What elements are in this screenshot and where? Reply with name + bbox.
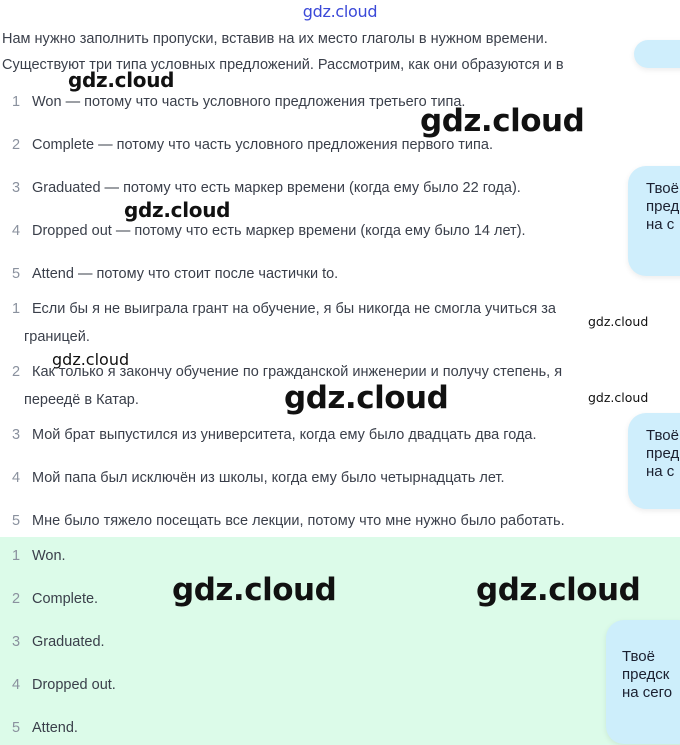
item-text: Won. [32,548,66,564]
watermark: gdz.cloud [420,103,585,139]
item-text: Graduated — потому что есть маркер времени (когда ему было 22 года). [32,180,521,196]
item-text: Complete. [32,591,99,607]
item-number: 1 [12,548,21,564]
item-text: Won — потому что часть условного предложения третьего типа. [32,94,466,110]
promo-card-text: Твоё [646,427,679,444]
item-number: 4 [12,677,21,693]
list-item [12,542,66,570]
item-number: 4 [12,223,21,239]
watermark: gdz.cloud [124,198,231,222]
item-number: 3 [12,180,21,196]
promo-card-text: на сего [622,684,673,701]
item-text: Мой папа был исключён из школы, когда ему было четырнадцать лет. [32,470,505,486]
intro-line-1: Нам нужно заполнить пропуски, вставив на их место глаголы в нужном времени. [2,31,548,47]
item-number: 2 [12,364,21,380]
item-text: Если бы я не выиграла грант на обучение, я бы никогда не смогла учиться за [32,301,556,317]
promo-card[interactable] [606,620,680,744]
item-number: 4 [12,470,21,486]
item-number: 5 [12,720,21,736]
item-number: 3 [12,427,21,443]
promo-card-text: Твоё [646,180,679,197]
item-continuation: границей. [24,329,90,345]
list-item [12,421,537,449]
promo-card-text: на с [646,216,675,233]
item-number: 3 [12,634,21,650]
list-item [12,88,465,116]
promo-card-text: Твоё [622,648,655,665]
item-text: Dropped out. [32,677,116,693]
list-item [12,464,505,492]
item-text: Graduated. [32,634,105,650]
promo-card[interactable] [628,413,680,509]
item-text: Complete — потому что часть условного предложения первого типа. [32,137,493,153]
watermark: gdz.cloud [476,572,641,608]
watermark: gdz.cloud [68,68,175,92]
promo-card-text: предск [622,666,670,683]
item-text: Attend. [32,720,78,736]
list-item [12,295,556,323]
watermark: gdz.cloud [588,390,649,405]
item-text: Мой брат выпустился из университета, когда ему было двадцать два года. [32,427,537,443]
list-item [12,585,98,613]
item-number: 5 [12,266,21,282]
list-item [12,174,521,202]
item-number: 2 [12,591,21,607]
list-item [12,671,116,699]
item-text: Dropped out — потому что есть маркер времени (когда ему было 14 лет). [32,223,526,239]
item-number: 5 [12,513,21,529]
intro-line-2: Существуют три типа условных предложений. Рассмотрим, как они образуются и в [2,57,564,73]
item-text: Как только я закончу обучение по гражданской инженерии и получу степень, я [32,364,563,380]
promo-card-text: на с [646,463,675,480]
item-text: Мне было тяжело посещать все лекции, потому что мне нужно было работать. [32,513,565,529]
list-item [12,628,105,656]
item-number: 1 [12,94,21,110]
item-text: Attend — потому что стоит после частички to. [32,266,339,282]
watermark: gdz.cloud [52,350,130,369]
list-item [12,217,526,245]
list-item [12,714,78,742]
promo-card-text: пред [646,198,680,215]
item-continuation: переедё в Катар. [24,392,139,408]
watermark-top: gdz.cloud [302,2,378,21]
item-number: 1 [12,301,21,317]
watermark: gdz.cloud [172,572,337,608]
list-item [12,507,565,535]
promo-card[interactable] [628,166,680,276]
watermark: gdz.cloud [284,380,449,416]
promo-card[interactable] [634,40,680,68]
watermark: gdz.cloud [588,314,649,329]
promo-card-text: пред [646,445,680,462]
list-item [12,260,338,288]
item-number: 2 [12,137,21,153]
